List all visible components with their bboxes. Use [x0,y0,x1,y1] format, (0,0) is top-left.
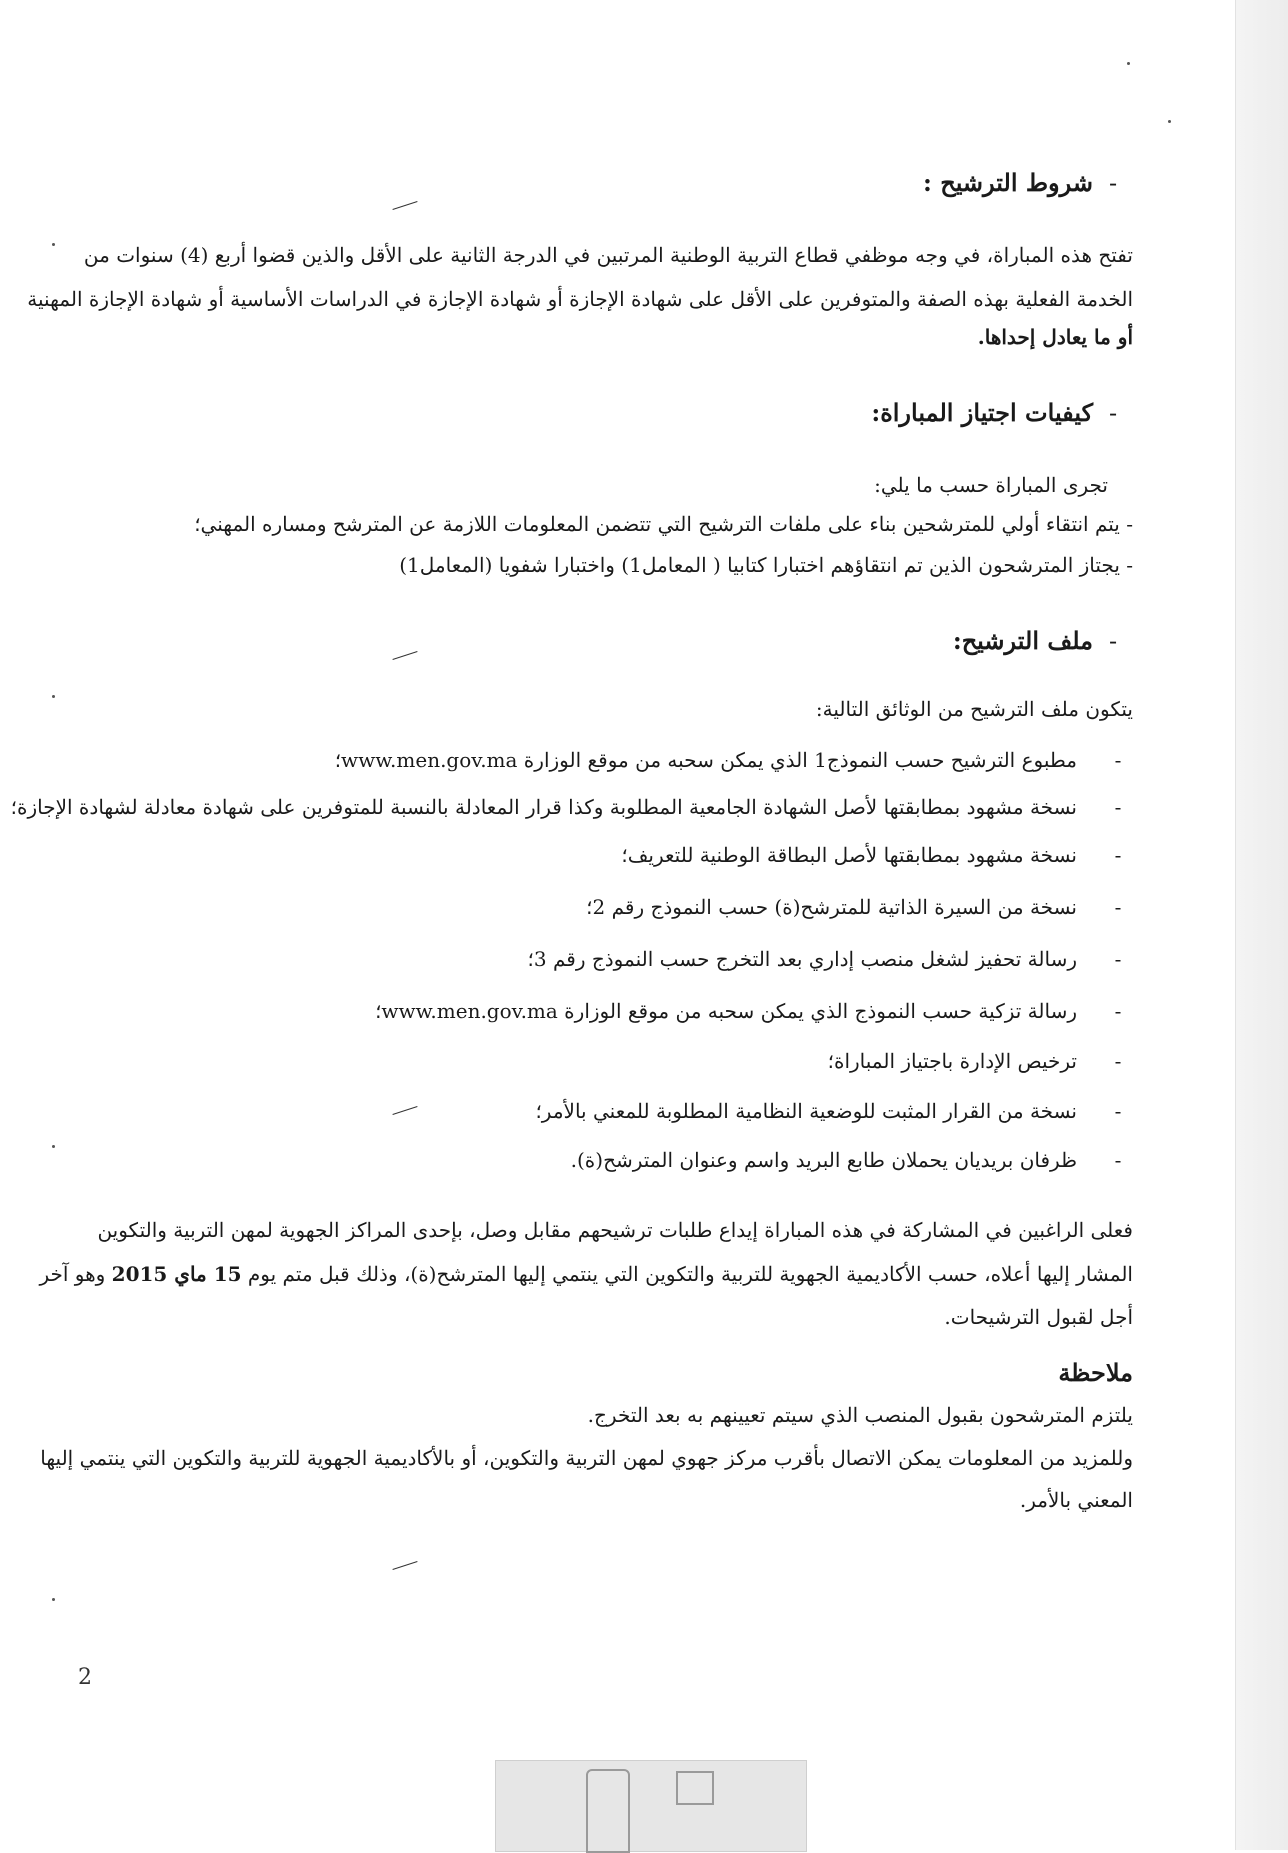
section-title: شروط الترشيح : [922,168,1093,197]
scan-mark [392,201,417,210]
scan-dot [1168,120,1171,123]
list-item: -مطبوع الترشيح حسب النموذج1 الذي يمكن سحبه من موقع الوزارة www.men.gov.ma؛ [334,748,1122,772]
scan-dot [52,695,55,698]
list-item: -نسخة مشهود بمطابقتها لأصل الشهادة الجامعية المطلوبة وكذا قرار المعادلة بالنسبة للمتوفرين على شهادة معادلة لشهادة الإجازة؛ [10,795,1122,819]
page-number: 2 [78,1665,92,1690]
scan-dot [52,1145,55,1148]
scan-dot [52,243,55,246]
scanner-stamp-image [495,1760,807,1852]
exam-intro: تجرى المباراة حسب ما يلي: [874,473,1108,497]
deadline-date: 15 ماي 2015 [111,1262,242,1286]
conditions-line-1: تفتح هذه المباراة، في وجه موظفي قطاع التربية الوطنية المرتبين في الدرجة الثانية على الأقل والذين قضوا أربع (4) سنوات من [83,243,1133,267]
conditions-line-2: الخدمة الفعلية بهذه الصفة والمتوفرين على الأقل على شهادة الإجازة أو شهادة الإجازة في الدراسات الأساسية أو شهادة الإجازة المهنية [27,287,1133,311]
file-intro: يتكون ملف الترشيح من الوثائق التالية: [815,697,1133,721]
scan-dot [1127,62,1130,65]
exam-bullet-2: - يجتاز المترشحون الذين تم انتقاؤهم اختبارا كتابيا ( المعامل1) واختبارا شفويا (المعامل1) [399,553,1133,577]
scan-dot [52,1598,55,1601]
list-item: -رسالة تحفيز لشغل منصب إداري بعد التخرج حسب النموذج رقم 3؛ [527,947,1122,971]
exam-bullet-1: - يتم انتقاء أولي للمترشحين بناء على ملفات الترشيح التي تتضمن المعلومات اللازمة عن المترشح ومساره المهني؛ [194,512,1133,536]
deposit-line-2: المشار إليها أعلاه، حسب الأكاديمية الجهوية للتربية والتكوين التي ينتمي إليها المترشح(ة)، وذلك قبل متم يوم 15 ماي 2015 وهو آخر [39,1262,1133,1286]
scan-mark [392,1561,417,1570]
note-line-3: المعني بالأمر. [1019,1488,1133,1512]
list-item: -رسالة تزكية حسب النموذج الذي يمكن سحبه من موقع الوزارة www.men.gov.ma؛ [375,999,1122,1023]
section-heading-application-file: -ملف الترشيح: [952,626,1118,655]
section-heading-conditions: -شروط الترشيح : [922,168,1118,197]
list-item: -نسخة مشهود بمطابقتها لأصل البطاقة الوطنية للتعريف؛ [621,843,1122,867]
ministry-url: www.men.gov.ma [381,999,558,1023]
note-line-2: وللمزيد من المعلومات يمكن الاتصال بأقرب مركز جهوي لمهن التربية والتكوين، أو بالأكاديمية الجهوية للتربية والتكوين التي ينتمي إليها [40,1446,1133,1470]
section-heading-exam-procedure: -كيفيات اجتياز المباراة: [871,398,1118,427]
note-title: ملاحظة [1058,1358,1133,1387]
note-line-1: يلتزم المترشحون بقبول المنصب الذي سيتم تعيينهم به بعد التخرج. [587,1403,1133,1427]
list-item: -ترخيص الإدارة باجتياز المباراة؛ [827,1049,1122,1073]
deposit-line-3: أجل لقبول الترشيحات. [944,1305,1133,1329]
list-item: -نسخة من القرار المثبت للوضعية النظامية المطلوبة للمعني بالأمر؛ [535,1099,1122,1123]
list-item: -نسخة من السيرة الذاتية للمترشح(ة) حسب النموذج رقم 2؛ [586,895,1122,919]
deposit-line-1: فعلى الراغبين في المشاركة في هذه المباراة إيداع طلبات ترشيحهم مقابل وصل، بإحدى المراكز الجهوية لمهن التربية والتكوين [97,1218,1133,1242]
ministry-url: www.men.gov.ma [341,748,518,772]
page-edge-shadow [1235,0,1288,1850]
section-title: كيفيات اجتياز المباراة: [871,398,1093,427]
conditions-line-3: أو ما يعادل إحداها. [977,325,1133,349]
list-item: -ظرفان بريديان يحملان طابع البريد واسم وعنوان المترشح(ة). [570,1148,1122,1172]
section-title: ملف الترشيح: [952,626,1093,655]
